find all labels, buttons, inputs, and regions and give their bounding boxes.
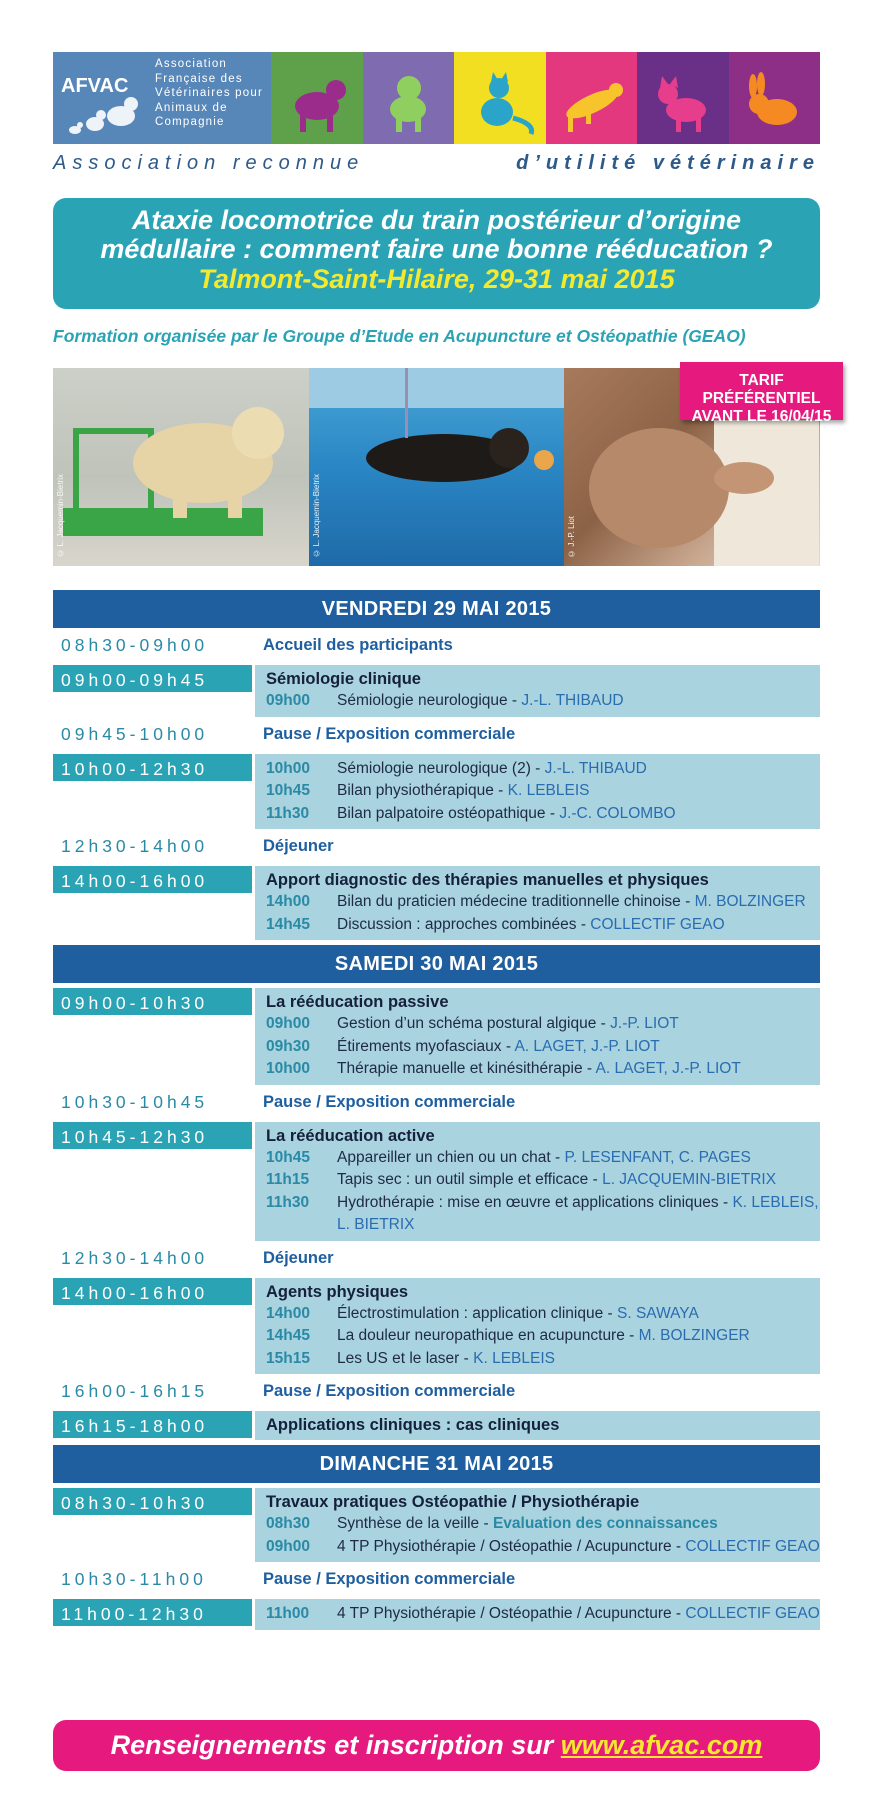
talk-item <box>266 1303 820 1326</box>
talk-title: Hydrothérapie : mise en œuvre et applications cliniques <box>337 1193 719 1211</box>
talk-speaker: K. LEBLEIS <box>507 782 590 799</box>
talk-speaker: COLLECTIF GEAO <box>685 1537 820 1555</box>
talk-separator: - <box>550 1148 565 1166</box>
talk-speaker: COLLECTIF GEAO <box>685 1605 820 1622</box>
session-content <box>255 754 820 830</box>
session-title: La rééducation passive <box>266 993 449 1011</box>
session-plain <box>53 829 820 861</box>
talk-separator: - <box>459 1349 474 1367</box>
day-header: VENDREDI 29 MAI 2015 <box>53 590 820 628</box>
talk-item <box>266 1058 820 1081</box>
talk-item <box>266 891 820 914</box>
session-plain <box>53 1562 820 1594</box>
tarif-line-1: TARIF PRÉFÉRENTIEL <box>702 372 821 407</box>
session-time: 16h15-18h00 <box>53 1411 252 1438</box>
talk-item <box>266 1013 820 1036</box>
talk-speaker: P. LESENFANT, C. PAGES <box>564 1148 751 1166</box>
talk-item <box>266 1536 820 1559</box>
talk-item <box>266 690 820 713</box>
session-title: Pause / Exposition commerciale <box>263 1092 516 1111</box>
animal-tile <box>729 52 821 144</box>
talk-speaker: S. SAWAYA <box>617 1304 699 1322</box>
session-time: 16h00-16h15 <box>61 1381 209 1401</box>
talk-time: 09h30 <box>266 1037 310 1055</box>
session-title: Pause / Exposition commerciale <box>263 1570 516 1588</box>
talk-separator: - <box>624 1327 639 1344</box>
tagline-bold: d’utilité vétérinaire <box>516 152 820 174</box>
session-block <box>53 1122 820 1241</box>
session-block <box>53 1599 820 1630</box>
talk-item <box>266 780 820 803</box>
dog-swimming-illustration <box>309 368 565 566</box>
animal-tile <box>546 52 638 144</box>
photo-credit-2: © L. Jacquemin-Bietrix <box>311 474 321 558</box>
talk-title: 4 TP Physiothérapie / Ostéopathie / Acupuncture <box>337 1605 672 1622</box>
talk-item <box>266 758 820 781</box>
talk-description <box>337 1169 820 1192</box>
talk-item <box>266 1036 820 1059</box>
talk-time: 15h15 <box>266 1349 310 1367</box>
session-block <box>53 754 820 830</box>
session-title: La rééducation active <box>266 1126 435 1145</box>
talk-description <box>337 1348 820 1371</box>
talk-description <box>337 1325 820 1348</box>
talk-description <box>337 1147 820 1170</box>
session-content <box>255 1122 820 1241</box>
talk-item <box>266 1603 820 1626</box>
talk-item <box>266 1348 820 1371</box>
logo-text: Association Française des Vétérinaires pour Animaux de Compagnie <box>155 58 263 128</box>
session-content <box>255 1278 820 1375</box>
photo-credit-3: © J.-P. Liot <box>567 516 577 558</box>
talk-separator: - <box>671 1605 686 1622</box>
session-time: 12h30-14h00 <box>61 836 209 856</box>
session-block <box>53 1488 820 1562</box>
talk-description <box>337 1013 820 1036</box>
talk-time: 10h45 <box>266 782 310 799</box>
schedule <box>53 590 820 1630</box>
talk-title: La douleur neuropathique en acupuncture <box>337 1327 625 1344</box>
talk-speaker: M. BOLZINGER <box>638 1327 750 1344</box>
talk-item <box>266 914 820 937</box>
talk-description <box>337 914 820 937</box>
session-title: Apport diagnostic des thérapies manuelles et physiques <box>266 871 709 889</box>
talk-separator: - <box>596 1015 611 1032</box>
talk-title: Synthèse de la veille <box>337 1515 480 1532</box>
organiser-text: Formation organisée par le Groupe d’Etude en Acupuncture et Ostéopathie (GEAO) <box>53 326 746 346</box>
tagline-regular: Association reconnue <box>53 152 365 174</box>
session-plain <box>53 1374 820 1406</box>
talk-title: Bilan du praticien médecine traditionnelle chinoise <box>337 893 681 910</box>
talk-time: 09h00 <box>266 1537 310 1555</box>
dog-treadmill-illustration <box>53 368 309 566</box>
talk-description <box>337 780 820 803</box>
session-title: Déjeuner <box>263 1248 334 1267</box>
talk-title: Électrostimulation : application clinique <box>337 1304 604 1322</box>
animal-tile <box>637 52 729 144</box>
cat-icon <box>455 54 545 142</box>
talk-title: Étirements myofasciaux <box>337 1037 502 1055</box>
talk-speaker: J.-C. COLOMBO <box>559 804 676 822</box>
talk-item <box>266 803 820 826</box>
talk-speaker: K. LEBLEIS, L. BIETRIX <box>337 1193 819 1233</box>
talk-title: Tapis sec : un outil simple et efficace <box>337 1171 589 1188</box>
session-content <box>252 829 820 861</box>
talk-item <box>266 1169 820 1192</box>
talk-separator: - <box>479 1515 493 1532</box>
header <box>53 52 820 144</box>
talk-speaker: K. LEBLEIS <box>473 1349 555 1367</box>
photo-dog-treadmill <box>53 368 309 566</box>
talk-separator: - <box>576 915 591 933</box>
session-content <box>255 866 820 940</box>
session-time: 09h00-09h45 <box>53 665 252 692</box>
talk-title: 4 TP Physiothérapie / Ostéopathie / Acupuncture <box>337 1537 672 1555</box>
talk-separator: - <box>680 893 695 910</box>
session-time: 14h00-16h00 <box>53 1278 252 1305</box>
talk-separator: - <box>718 1193 733 1211</box>
session-content <box>255 1599 820 1630</box>
talk-item <box>266 1325 820 1348</box>
day-header: DIMANCHE 31 MAI 2015 <box>53 1445 820 1483</box>
session-content <box>252 628 820 660</box>
dog-icon <box>272 54 362 142</box>
session-time: 12h30-14h00 <box>61 1247 209 1268</box>
talk-description <box>337 690 820 713</box>
session-time: 10h30-10h45 <box>61 1091 209 1112</box>
talk-description <box>337 891 820 914</box>
talk-title: Thérapie manuelle et kinésithérapie <box>337 1060 583 1077</box>
talk-speaker: J.-L. THIBAUD <box>521 692 624 709</box>
animal-tile <box>363 52 455 144</box>
photo-credit-1: © L. Jacquemin-Bietrix <box>56 474 65 558</box>
session-content <box>255 988 820 1085</box>
session-time: 10h45-12h30 <box>53 1122 252 1149</box>
session-content <box>252 1374 820 1406</box>
session-time: 10h00-12h30 <box>53 754 252 781</box>
talk-item <box>266 1192 820 1237</box>
talk-time: 11h00 <box>266 1605 310 1622</box>
talk-time: 10h00 <box>266 759 310 777</box>
talk-description <box>337 758 820 781</box>
photo-dog-swimming <box>309 368 565 566</box>
title-banner <box>53 198 820 309</box>
session-block <box>53 866 820 940</box>
talk-separator: - <box>530 759 545 777</box>
talk-description <box>337 1536 820 1559</box>
session-time: 11h00-12h30 <box>53 1599 252 1626</box>
session-time: 09h00-10h30 <box>53 988 252 1015</box>
talk-description <box>337 1036 820 1059</box>
talk-speaker: COLLECTIF GEAO <box>590 915 725 933</box>
talk-time: 09h00 <box>266 692 310 709</box>
talk-title: Les US et le laser <box>337 1349 460 1367</box>
talk-time: 11h15 <box>266 1171 310 1188</box>
talk-time: 14h45 <box>266 1327 310 1344</box>
day-header: SAMEDI 30 MAI 2015 <box>53 945 820 983</box>
pets-silhouette-icon <box>69 97 138 134</box>
talk-title: Sémiologie neurologique <box>337 692 508 709</box>
talk-title: Sémiologie neurologique (2) <box>337 759 531 777</box>
talk-title: Appareiller un chien ou un chat <box>337 1148 551 1166</box>
session-title: Déjeuner <box>263 837 334 855</box>
talk-speaker: A. LAGET, J.-P. LIOT <box>595 1060 741 1077</box>
afvac-logo[interactable] <box>53 52 271 144</box>
talk-time: 14h45 <box>266 915 310 933</box>
talk-separator: - <box>671 1537 686 1555</box>
talk-speaker: M. BOLZINGER <box>694 893 806 910</box>
session-title: Agents physiques <box>266 1282 409 1301</box>
session-time: 08h30-09h00 <box>61 635 209 655</box>
session-plain <box>53 628 820 660</box>
title-place: Talmont-Saint-Hilaire, 29-31 mai 2015 <box>198 264 675 294</box>
talk-separator: - <box>507 692 522 709</box>
talk-speaker: L. JACQUEMIN-BIETRIX <box>602 1171 777 1188</box>
session-title: Travaux pratiques Ostéopathie / Physiothérapie <box>266 1493 640 1511</box>
session-content <box>252 1562 820 1594</box>
talk-description <box>337 1303 820 1326</box>
talk-highlight: Evaluation des connaissances <box>492 1515 718 1532</box>
rabbit-icon <box>729 54 819 142</box>
session-content <box>255 1488 820 1562</box>
session-plain <box>53 717 820 749</box>
talk-time: 10h45 <box>266 1148 310 1166</box>
talk-time: 09h00 <box>266 1015 310 1032</box>
talk-time: 08h30 <box>266 1515 310 1532</box>
session-block <box>53 1411 820 1440</box>
session-title: Accueil des participants <box>263 636 453 654</box>
footer-text: Renseignements et inscription sur <box>110 1730 554 1760</box>
session-content <box>252 717 820 749</box>
talk-separator: - <box>588 1171 603 1188</box>
puppy-icon <box>363 54 453 142</box>
session-time: 10h30-11h00 <box>61 1569 207 1589</box>
tarif-line-2: AVANT LE 16/04/15 <box>691 408 832 425</box>
session-plain <box>53 1085 820 1117</box>
talk-title: Bilan physiothérapique <box>337 782 494 799</box>
registration-footer <box>53 1720 820 1771</box>
website-link[interactable]: www.afvac.com <box>560 1730 763 1760</box>
session-title: Pause / Exposition commerciale <box>263 724 516 743</box>
talk-description <box>337 1058 820 1081</box>
talk-title: Discussion : approches combinées <box>337 915 577 933</box>
animal-tiles <box>271 52 820 144</box>
session-plain <box>53 1241 820 1273</box>
ferret-icon <box>546 54 636 142</box>
talk-separator: - <box>582 1060 596 1077</box>
logo-name: AFVAC <box>61 75 129 97</box>
talk-separator: - <box>493 782 508 799</box>
talk-time: 14h00 <box>266 893 310 910</box>
session-time: 14h00-16h00 <box>53 866 252 893</box>
talk-description <box>337 1603 820 1626</box>
session-block <box>53 1278 820 1375</box>
animal-tile <box>454 52 546 144</box>
talk-time: 11h30 <box>266 1193 310 1211</box>
tarif-badge <box>680 362 843 425</box>
talk-description <box>337 1513 820 1536</box>
talk-time: 10h00 <box>266 1060 310 1077</box>
session-time: 09h45-10h00 <box>61 723 209 744</box>
talk-speaker: J.-L. THIBAUD <box>544 759 647 777</box>
kitten-icon <box>638 54 728 142</box>
talk-separator: - <box>603 1304 618 1322</box>
session-content <box>255 1411 820 1440</box>
session-title: Applications cliniques : cas cliniques <box>266 1416 560 1434</box>
session-block <box>53 988 820 1085</box>
animal-tile <box>271 52 363 144</box>
session-time: 08h30-10h30 <box>53 1488 252 1515</box>
talk-description <box>337 1192 820 1237</box>
tagline <box>53 152 820 178</box>
session-title: Pause / Exposition commerciale <box>263 1382 516 1400</box>
talk-time: 11h30 <box>266 804 310 822</box>
session-block <box>53 665 820 717</box>
title-line-1: Ataxie locomotrice du train postérieur d’origine <box>131 205 742 235</box>
session-title: Sémiologie clinique <box>266 670 421 688</box>
talk-title: Gestion d’un schéma postural algique <box>337 1015 597 1032</box>
talk-time: 14h00 <box>266 1304 310 1322</box>
title-line-2: médullaire : comment faire une bonne rééducation ? <box>100 234 773 264</box>
talk-separator: - <box>545 804 560 822</box>
afvac-logo-mark <box>53 52 153 144</box>
talk-title: Bilan palpatoire ostéopathique <box>337 804 546 822</box>
talk-description <box>337 803 820 826</box>
session-content <box>252 1085 820 1117</box>
session-content <box>255 665 820 717</box>
talk-speaker: J.-P. LIOT <box>610 1015 679 1032</box>
talk-separator: - <box>501 1037 515 1055</box>
talk-item <box>266 1147 820 1170</box>
session-content <box>252 1241 820 1273</box>
talk-item <box>266 1513 820 1536</box>
talk-speaker: A. LAGET, J.-P. LIOT <box>514 1037 660 1055</box>
